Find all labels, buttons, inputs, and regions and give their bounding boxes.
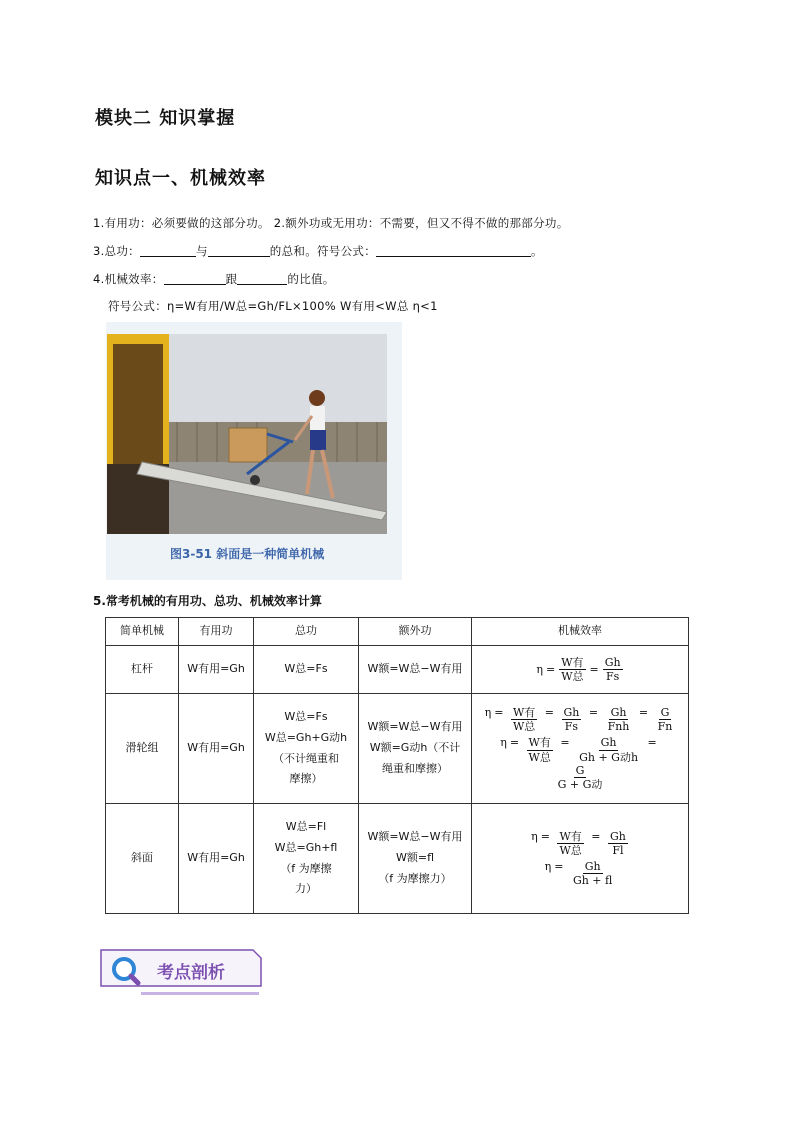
definition-line-1: 1.有用功：必须要做的这部分功。 2.额外功或无用功：不需要，但又不得不做的那部分功。 (93, 216, 569, 230)
total-work: W总=Fl W总=Gh+fl （f 为摩擦 力） (254, 804, 359, 914)
table-header-cell: 额外功 (359, 618, 472, 646)
definition-line-total-work: 3.总功： 与 的总和。符号公式： 。 (93, 244, 543, 258)
figure-caption: 图3-51 斜面是一种简单机械 (170, 547, 325, 561)
useful-work: W有用=Gh (179, 804, 254, 914)
answer-blank[interactable] (208, 244, 270, 257)
machine-name: 滑轮组 (106, 694, 179, 804)
efficiency-formula (472, 804, 689, 914)
table-row-lever (106, 646, 689, 694)
efficiency-equation: η = $\frac{\text{W有}}{\text{W总}}$ = $\frac{Gh}{\text{Gh + G动h}}$ = $\frac{G}{\text{G + G动}}$ (500, 736, 657, 791)
module-heading: 模块二 知识掌握 (95, 108, 236, 129)
efficiency-equation: η = $\frac{\text{W有}}{\text{W总}}$ = $\frac{Gh}{Fl}$ (531, 829, 626, 857)
table-header-row (106, 618, 689, 646)
extra-work: W额=W总−W有用 W额=fl （f 为摩擦力） (359, 804, 472, 914)
definition-line-efficiency: 4.机械效率： 跟 的比值。 (93, 272, 335, 286)
extra-work: W额=W总−W有用 W额=G动h（不计 绳重和摩擦） (359, 694, 472, 804)
total-work: W总=Fs (254, 646, 359, 694)
mechanics-table (105, 617, 689, 914)
useful-work: W有用=Gh (179, 694, 254, 804)
machine-name: 杠杆 (106, 646, 179, 694)
efficiency-formula (472, 694, 689, 804)
incline-ramp-illustration (107, 334, 387, 534)
extra-work: W额=W总−W有用 (359, 646, 472, 694)
table-header-cell: 有用功 (179, 618, 254, 646)
efficiency-equation: η = $\frac{\text{W有}}{\text{W总}}$ = $\frac{Gh}{Fs}$ (536, 655, 621, 683)
answer-blank[interactable] (140, 244, 196, 257)
figure-incline-photo (106, 322, 402, 580)
useful-work: W有用=Gh (179, 646, 254, 694)
table-header-cell: 机械效率 (472, 618, 689, 646)
efficiency-formula (472, 646, 689, 694)
efficiency-equation: η = $\frac{Gh}{Gh + fl}$ (544, 860, 613, 888)
efficiency-equation: η = $\frac{\text{W有}}{\text{W总}}$ = $\frac{Gh}{Fs}$ = $\frac{Gh}{\text{Fnh}}$ = $\frac{G}{Fn}$ (484, 705, 673, 734)
total-work: W总=Fs W总=Gh+G动h （不计绳重和 摩擦） (254, 694, 359, 804)
badge-label: 考点剖析 (157, 963, 225, 983)
knowledge-point-heading: 知识点一、机械效率 (95, 168, 266, 189)
table-header-cell: 总功 (254, 618, 359, 646)
exam-analysis-badge (97, 946, 265, 1000)
table-row-incline (106, 804, 689, 914)
answer-blank[interactable] (164, 272, 226, 285)
table-row-pulley (106, 694, 689, 804)
efficiency-formula-line: 符号公式：η=W有用/W总=Gh/FL×100% W有用<W总 η<1 (108, 299, 438, 313)
answer-blank[interactable] (376, 244, 531, 257)
section-5-heading: 5.常考机械的有用功、总功、机械效率计算 (93, 594, 322, 608)
machine-name: 斜面 (106, 804, 179, 914)
table-header-cell: 简单机械 (106, 618, 179, 646)
answer-blank[interactable] (237, 272, 287, 285)
